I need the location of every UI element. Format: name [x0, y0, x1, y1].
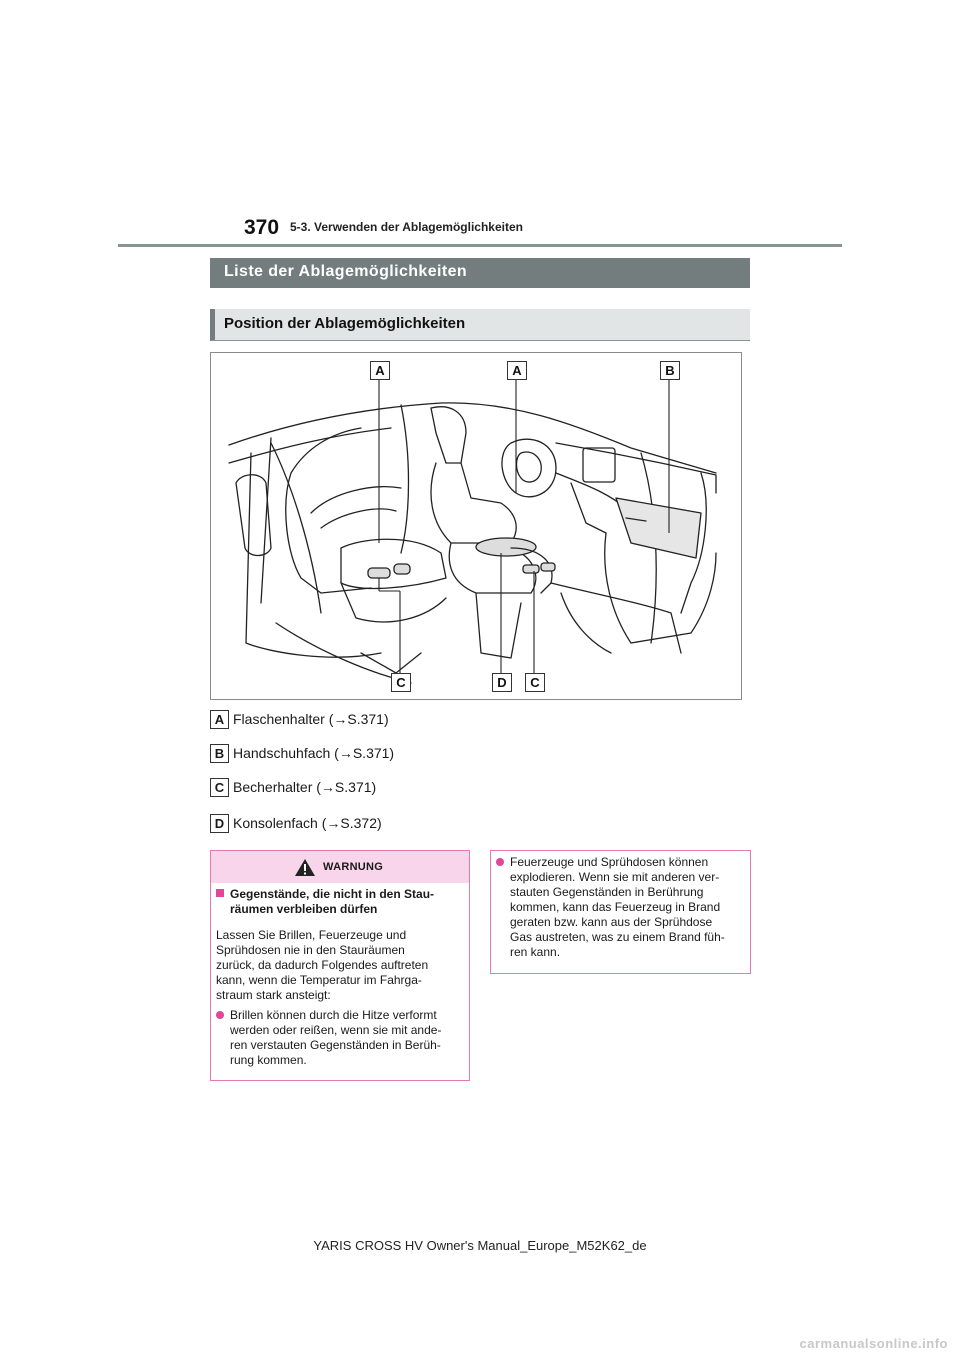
legend-text[interactable]: Flaschenhalter (→S.371) — [233, 711, 389, 727]
bullet-line: Brillen können durch die Hitze verformt — [230, 1008, 437, 1022]
leader-lines — [211, 353, 741, 699]
bullet-line: werden oder reißen, wenn sie mit ande- — [230, 1023, 442, 1037]
callout-a-1: A — [370, 361, 390, 380]
watermark: carmanualsonline.info — [799, 1336, 948, 1351]
warning-header — [211, 851, 469, 883]
bullet-line: Feuerzeuge und Sprühdosen können — [510, 855, 709, 869]
paragraph-line: zurück, da dadurch Folgendes auftreten — [216, 958, 429, 972]
callout-d: D — [492, 673, 512, 692]
warning-paragraph — [216, 928, 466, 1003]
warning-triangle-icon — [294, 858, 316, 877]
paragraph-line: kann, wenn die Temperatur im Fahrga- — [216, 973, 422, 987]
legend-text[interactable]: Konsolenfach (→S.372) — [233, 815, 382, 831]
bullet-dot-icon — [216, 1011, 224, 1019]
warning-box-continued — [490, 850, 751, 974]
page-number: 370 — [244, 216, 280, 239]
header-divider — [118, 244, 842, 247]
warning-label: WARNUNG — [323, 861, 384, 873]
warning-box — [210, 850, 470, 1081]
subsection-title: Position der Ablagemöglichkeiten — [224, 315, 466, 332]
callout-c-1: C — [391, 673, 411, 692]
bullet-line: stauten Gegenständen in Berührung — [510, 885, 704, 899]
square-bullet-icon — [216, 889, 224, 897]
legend-letter: D — [210, 814, 229, 833]
legend-letter: B — [210, 744, 229, 763]
section-title-bar — [210, 258, 750, 288]
warning-title — [216, 887, 466, 917]
bullet-line: explodieren. Wenn sie mit anderen ver- — [510, 870, 720, 884]
warning-title-line: räumen verbleiben dürfen — [230, 902, 378, 916]
legend-text[interactable]: Becherhalter (→S.371) — [233, 779, 377, 795]
bullet-line: geraten bzw. kann aus der Sprühdose — [510, 915, 713, 929]
callout-b: B — [660, 361, 680, 380]
paragraph-line: Lassen Sie Brillen, Feuerzeuge und — [216, 928, 407, 942]
warning-title-line: Gegenstände, die nicht in den Stau- — [230, 887, 435, 901]
section-title: Liste der Ablagemöglichkeiten — [224, 263, 468, 280]
subsection-title-bar — [210, 309, 750, 341]
legend-letter: A — [210, 710, 229, 729]
warning-bullet-2 — [496, 855, 746, 965]
callout-c-2: C — [525, 673, 545, 692]
page-footer: YARIS CROSS HV Owner's Manual_Europe_M52K62_de — [313, 1238, 647, 1253]
legend-letter: C — [210, 778, 229, 797]
legend-text[interactable]: Handschuhfach (→S.371) — [233, 745, 395, 761]
bullet-line: ren verstauten Gegenständen in Berüh- — [230, 1038, 441, 1052]
paragraph-line: Sprühdosen nie in den Stauräumen — [216, 943, 405, 957]
bullet-line: ren kann. — [510, 945, 561, 959]
callout-a-2: A — [507, 361, 527, 380]
bullet-line: rung kommen. — [230, 1053, 307, 1067]
car-interior-illustration — [210, 352, 742, 700]
bullet-line: kommen, kann das Feuerzeug in Brand — [510, 900, 721, 914]
chapter-breadcrumb: 5-3. Verwenden der Ablagemöglichkeiten — [290, 220, 523, 234]
bullet-line: Gas austreten, was zu einem Brand füh- — [510, 930, 725, 944]
paragraph-line: straum stark ansteigt: — [216, 988, 331, 1002]
warning-bullet-1 — [216, 1008, 466, 1072]
bullet-dot-icon — [496, 858, 504, 866]
